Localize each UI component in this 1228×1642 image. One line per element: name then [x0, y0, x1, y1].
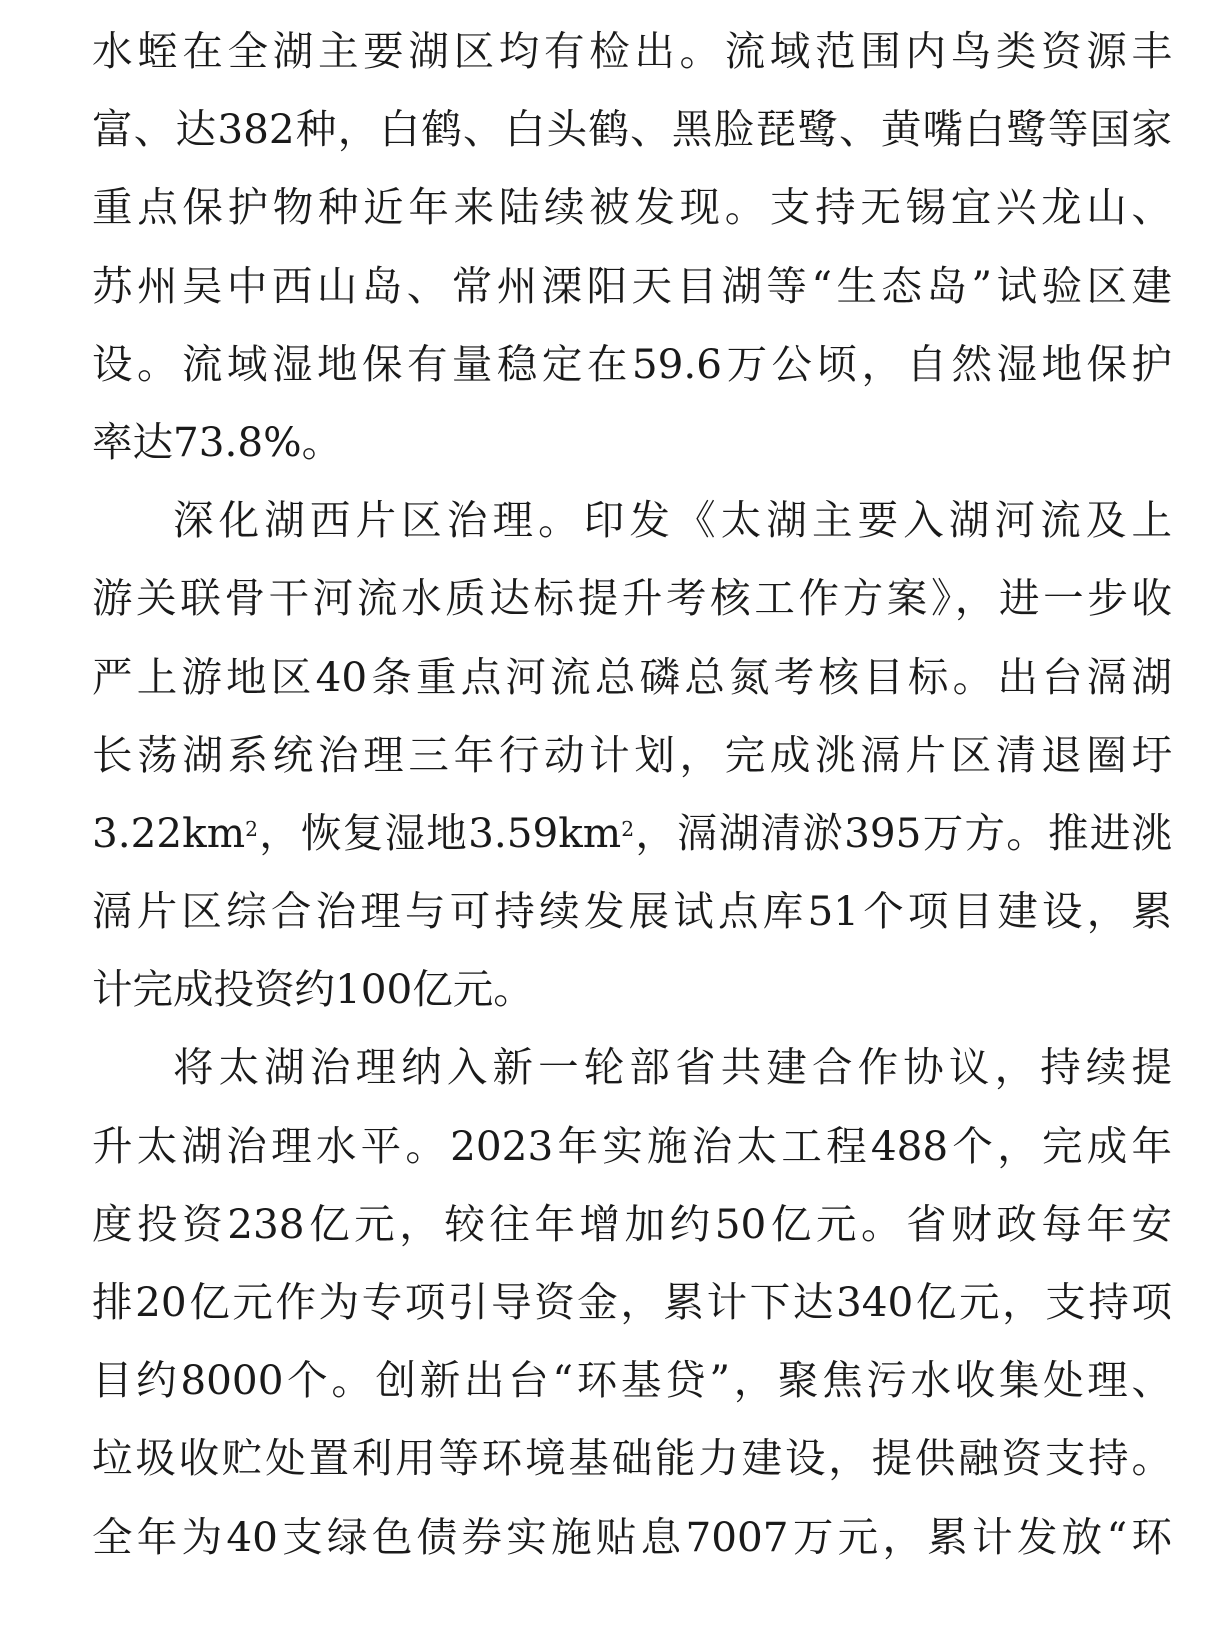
text-run: 全年为40支绿色债券实施贴息7007万元，累计发放“环	[92, 1512, 1172, 1561]
text-run: 垃圾收贮处置利用等环境基础能力建设，提供融资支持。	[92, 1434, 1172, 1483]
text-run: 3.22km	[92, 808, 246, 857]
text-line	[92, 559, 1172, 637]
text-line	[92, 1107, 1172, 1185]
text-line	[92, 794, 1172, 872]
text-line	[92, 638, 1172, 716]
text-run: 深化湖西片区治理。印发《太湖主要入湖河流及上	[173, 496, 1172, 545]
text-run: 游关联骨干河流水质达标提升考核工作方案》，进一步收	[92, 574, 1172, 623]
text-run: 水蛭在全湖主要湖区均有检出。流域范围内鸟类资源丰	[92, 27, 1172, 75]
text-line	[92, 716, 1172, 794]
text-run: 富、达382种，白鹤、白头鹤、黑脸琵鹭、黄嘴白鹭等国家	[92, 105, 1172, 154]
superscript: 2	[245, 816, 259, 841]
text-run: 设。流域湿地保有量稳定在59.6万公顷，自然湿地保护	[92, 339, 1172, 388]
body-text	[92, 12, 1172, 1576]
text-run: 严上游地区40条重点河流总磷总氮考核目标。出台滆湖	[92, 652, 1172, 701]
text-run: ，滆湖清淤395万方。推进洮	[634, 808, 1172, 857]
text-run: 率达73.8%。	[92, 417, 343, 466]
text-run: 苏州吴中西山岛、常州溧阳天目湖等“生态岛”试验区建	[92, 261, 1172, 310]
text-run: 升太湖治理水平。2023年实施治太工程488个，完成年	[92, 1121, 1172, 1170]
text-line	[92, 90, 1172, 168]
superscript: 2	[621, 816, 635, 841]
text-line	[92, 1498, 1172, 1576]
text-run: 重点保护物种近年来陆续被发现。支持无锡宜兴龙山、	[92, 183, 1172, 232]
text-run: 滆片区综合治理与可持续发展试点库51个项目建设，累	[92, 887, 1172, 936]
text-line	[92, 1028, 1172, 1106]
text-run: ，恢复湿地3.59km	[258, 808, 622, 857]
text-run: 度投资238亿元，较往年增加约50亿元。省财政每年安	[92, 1199, 1172, 1248]
text-line	[92, 872, 1172, 950]
text-line	[92, 1185, 1172, 1263]
text-run: 目约8000个。创新出台“环基贷”，聚焦污水收集处理、	[92, 1356, 1172, 1405]
paragraph-p3	[92, 1028, 1172, 1575]
text-run: 计完成投资约100亿元。	[92, 965, 534, 1014]
text-line	[92, 247, 1172, 325]
text-line	[92, 950, 1172, 1028]
text-line	[92, 325, 1172, 403]
text-run: 长荡湖系统治理三年行动计划，完成洮滆片区清退圈圩	[92, 730, 1172, 779]
text-line	[92, 1263, 1172, 1341]
text-run: 将太湖治理纳入新一轮部省共建合作协议，持续提	[173, 1043, 1172, 1092]
text-line	[92, 1341, 1172, 1419]
text-run: 排20亿元作为专项引导资金，累计下达340亿元，支持项	[92, 1278, 1172, 1326]
text-line	[92, 168, 1172, 246]
paragraph-p1	[92, 12, 1172, 481]
paragraph-p2	[92, 481, 1172, 1028]
text-line	[92, 1419, 1172, 1497]
text-line	[92, 481, 1172, 559]
text-line	[92, 403, 1172, 481]
text-line	[92, 12, 1172, 90]
